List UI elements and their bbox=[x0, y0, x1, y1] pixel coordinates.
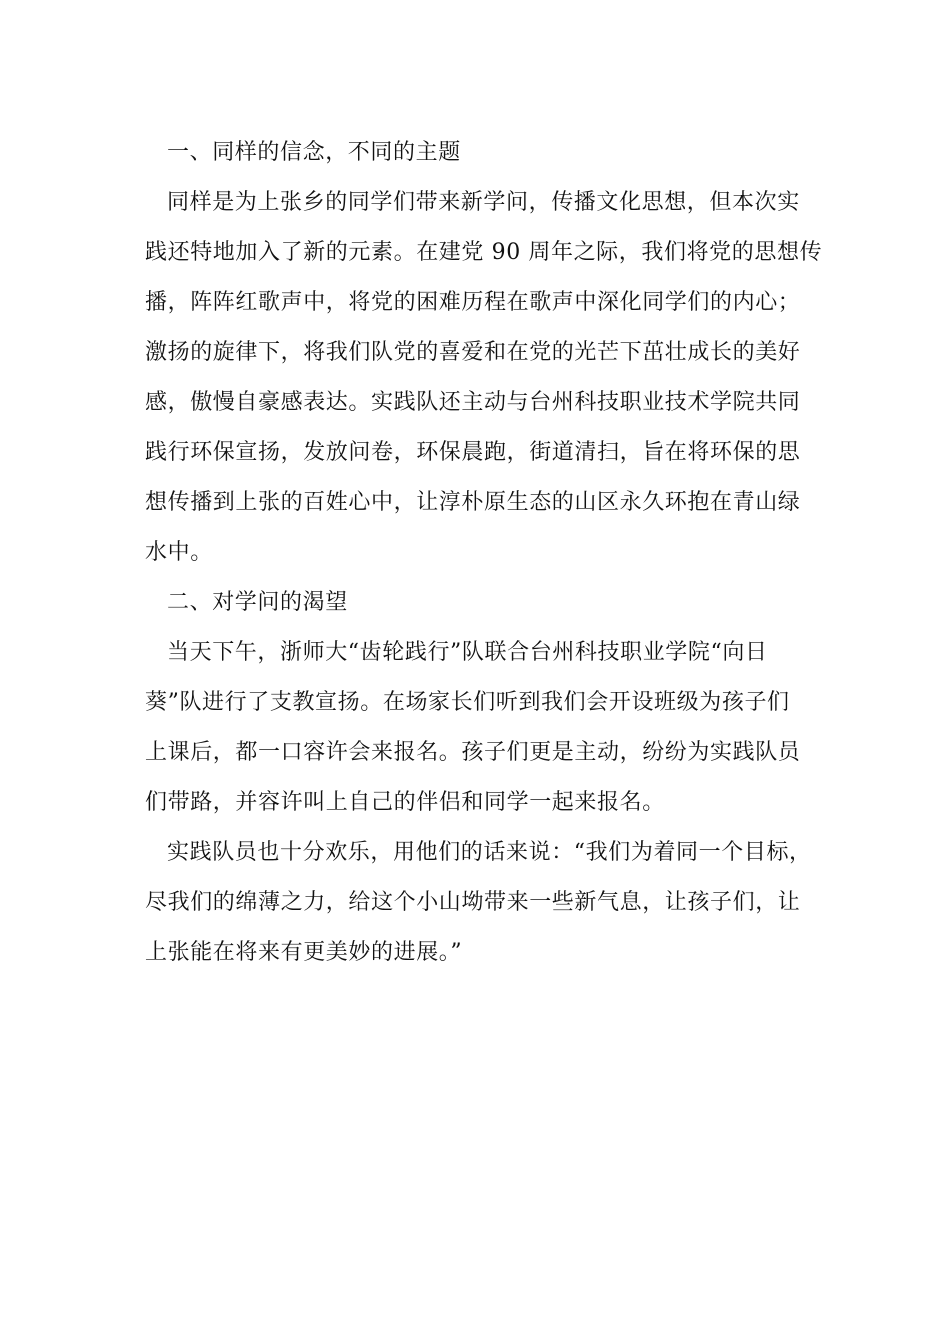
paragraph-1-line-4: 激扬的旋律下，将我们队党的喜爱和在党的光芒下茁壮成长的美好 bbox=[145, 340, 801, 365]
paragraph-1-line-2: 践还特地加入了新的元素。在建党 90 周年之际，我们将党的思想传 bbox=[145, 240, 823, 265]
paragraph-3-line-2: 尽我们的绵薄之力，给这个小山坳带来一些新气息，让孩子们，让 bbox=[145, 890, 801, 915]
paragraph-2-line-3: 上课后，都一口容许会来报名。孩子们更是主动，纷纷为实践队员 bbox=[145, 740, 801, 765]
section-heading-2: 二、对学问的渴望 bbox=[167, 590, 348, 615]
paragraph-1-line-6: 践行环保宣扬，发放问卷，环保晨跑，街道清扫，旨在将环保的思 bbox=[145, 440, 801, 465]
paragraph-3-line-3: 上张能在将来有更美妙的进展。” bbox=[145, 940, 463, 965]
paragraph-1-line-5: 感，傲慢自豪感表达。实践队还主动与台州科技职业技术学院共同 bbox=[145, 390, 801, 415]
paragraph-2-line-2: 葵”队进行了支教宣扬。在场家长们听到我们会开设班级为孩子们 bbox=[145, 690, 790, 715]
section-heading-1: 一、同样的信念，不同的主题 bbox=[167, 140, 461, 165]
paragraph-2-line-1: 当天下午，浙师大“齿轮践行”队联合台州科技职业学院“向日 bbox=[167, 640, 768, 665]
paragraph-1-line-1: 同样是为上张乡的同学们带来新学问，传播文化思想，但本次实 bbox=[167, 190, 800, 215]
paragraph-2-line-4: 们带路，并容许叫上自己的伴侣和同学一起来报名。 bbox=[145, 790, 665, 815]
paragraph-3-line-1: 实践队员也十分欢乐，用他们的话来说：“我们为着同一个目标， bbox=[167, 840, 812, 865]
paragraph-1-line-8: 水中。 bbox=[145, 540, 213, 565]
paragraph-1-line-7: 想传播到上张的百姓心中，让淳朴原生态的山区永久环抱在青山绿 bbox=[145, 490, 801, 515]
document-body bbox=[145, 128, 825, 978]
paragraph-1-line-3: 播，阵阵红歌声中，将党的困难历程在歌声中深化同学们的内心； bbox=[145, 290, 801, 315]
